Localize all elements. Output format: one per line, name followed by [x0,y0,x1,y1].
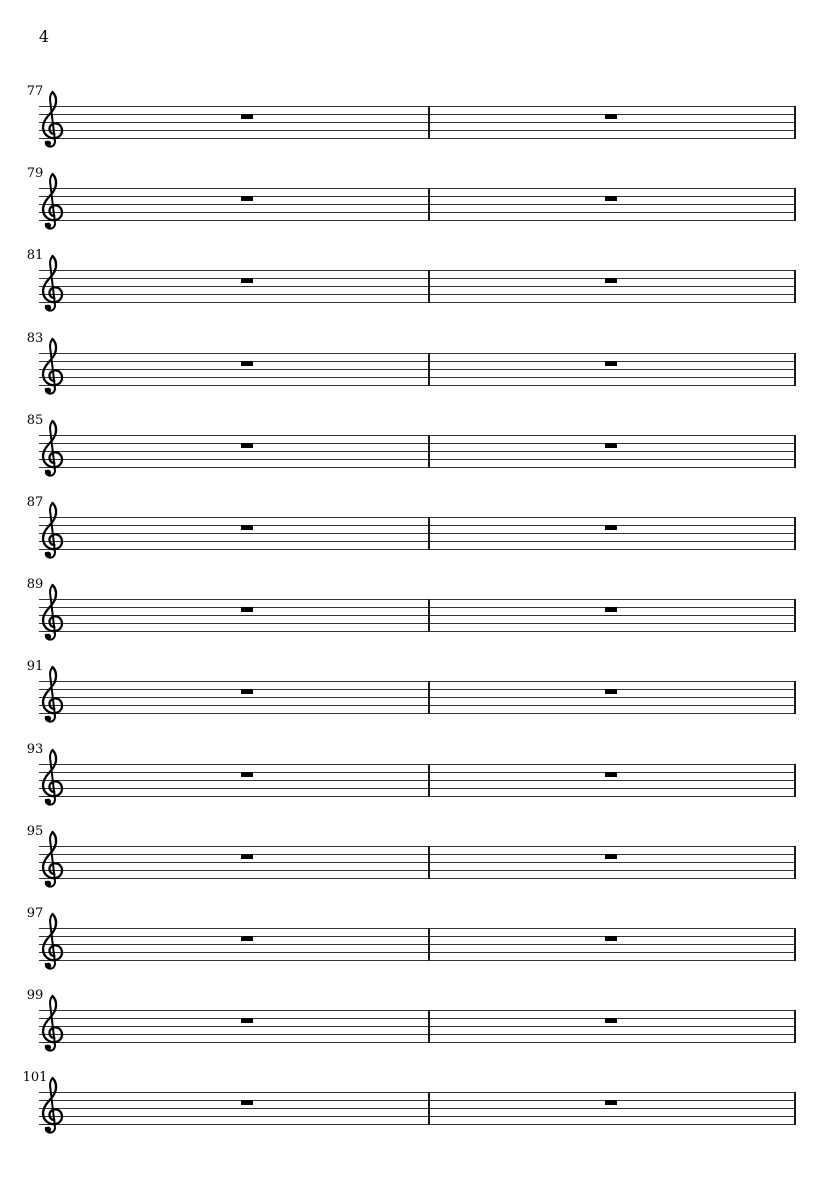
staff-line [39,870,796,871]
staff-line [39,928,796,929]
treble-clef-icon [40,665,66,727]
staff-line [39,196,796,197]
whole-rest-icon [605,443,617,448]
staff-line [39,952,796,953]
staff-line [39,188,796,189]
measure-barline [428,681,430,714]
whole-rest-icon [241,854,253,859]
whole-rest-icon [605,525,617,530]
measure-barline [428,846,430,879]
staff-line [39,377,796,378]
measure-barline [428,188,430,221]
system-end-barline [794,764,796,797]
staff-line [39,1018,796,1019]
whole-rest-icon [605,772,617,777]
staff-system [0,904,835,988]
staff-line [39,361,796,362]
whole-rest-icon [241,443,253,448]
staff-line [39,369,796,370]
system-end-barline [794,517,796,550]
staff-line [39,788,796,789]
measure-number: 95 [26,823,44,839]
measure-number: 93 [26,741,44,757]
staff-line [39,846,796,847]
staff [39,681,796,714]
staff-line [39,517,796,518]
staff-line [39,780,796,781]
whole-rest-icon [605,1018,617,1023]
staff-line [39,122,796,123]
staff [39,106,796,139]
staff-line [39,220,796,221]
staff-line [39,1092,796,1093]
treble-clef-icon [40,1076,66,1138]
treble-clef-icon [40,748,66,810]
staff-line [39,878,796,879]
measure-number: 81 [26,248,44,264]
whole-rest-icon [241,1100,253,1105]
staff-line [39,944,796,945]
measure-barline [428,353,430,386]
staff-system [0,82,835,166]
staff [39,517,796,550]
staff-line [39,764,796,765]
staff [39,270,796,303]
staff-line [39,270,796,271]
staff [39,764,796,797]
staff-line [39,681,796,682]
system-end-barline [794,1092,796,1125]
whole-rest-icon [605,196,617,201]
staff-line [39,204,796,205]
staff [39,599,796,632]
staff-line [39,713,796,714]
staff-system [0,575,835,659]
measure-number: 79 [26,166,44,182]
measure-barline [428,764,430,797]
treble-clef-icon [40,830,66,892]
treble-clef-icon [40,254,66,316]
staff-line [39,599,796,600]
whole-rest-icon [241,361,253,366]
staff-line [39,772,796,773]
staff-system [0,740,835,824]
staff-system [0,329,835,413]
treble-clef-icon [40,337,66,399]
whole-rest-icon [241,689,253,694]
staff-line [39,796,796,797]
whole-rest-icon [605,114,617,119]
staff-line [39,353,796,354]
whole-rest-icon [241,607,253,612]
treble-clef-icon [40,419,66,481]
system-end-barline [794,846,796,879]
measure-number: 85 [26,412,44,428]
staff-line [39,533,796,534]
system-end-barline [794,188,796,221]
staff-line [39,294,796,295]
staff-line [39,697,796,698]
system-end-barline [794,353,796,386]
treble-clef-icon [40,172,66,234]
staff-line [39,525,796,526]
staff-system [0,246,835,330]
measure-number: 99 [26,988,44,1004]
measure-barline [428,1010,430,1043]
staff [39,1010,796,1043]
staff-line [39,212,796,213]
system-end-barline [794,106,796,139]
treble-clef-icon [40,583,66,645]
whole-rest-icon [605,278,617,283]
staff-line [39,854,796,855]
staff-line [39,623,796,624]
whole-rest-icon [241,114,253,119]
treble-clef-icon [40,90,66,152]
measure-number: 91 [26,659,44,675]
staff [39,188,796,221]
staff-line [39,549,796,550]
staff-line [39,541,796,542]
system-end-barline [794,1010,796,1043]
measure-number: 87 [26,495,44,510]
whole-rest-icon [241,1018,253,1023]
system-end-barline [794,681,796,714]
staff-line [39,1026,796,1027]
measure-number: 89 [26,577,44,593]
staff-line [39,1042,796,1043]
measure-barline [428,1092,430,1125]
system-end-barline [794,435,796,468]
staff-line [39,615,796,616]
whole-rest-icon [241,525,253,530]
staff-system [0,657,835,741]
staff-line [39,862,796,863]
staff [39,928,796,961]
whole-rest-icon [605,689,617,694]
system-end-barline [794,928,796,961]
staff-line [39,705,796,706]
staff-line [39,286,796,287]
staff [39,353,796,386]
treble-clef-icon [40,912,66,974]
whole-rest-icon [605,1100,617,1105]
staff-system [0,164,835,248]
staff-line [39,106,796,107]
staff-line [39,467,796,468]
staff-line [39,631,796,632]
measure-barline [428,517,430,550]
staff [39,846,796,879]
measure-barline [428,928,430,961]
whole-rest-icon [605,854,617,859]
staff-line [39,1034,796,1035]
treble-clef-icon [40,501,66,563]
staff-line [39,607,796,608]
staff-line [39,459,796,460]
staff [39,435,796,468]
measure-number: 77 [26,84,44,99]
staff-system [0,822,835,906]
staff-line [39,138,796,139]
staff-line [39,451,796,452]
staff-system [0,411,835,495]
whole-rest-icon [241,278,253,283]
staff-line [39,443,796,444]
system-end-barline [794,599,796,632]
staff-line [39,130,796,131]
staff-line [39,1124,796,1125]
whole-rest-icon [605,361,617,366]
measure-number: 83 [26,330,44,346]
staff-line [39,1116,796,1117]
staff-line [39,1010,796,1011]
staff-system [0,1068,835,1152]
page-number: 4 [38,27,50,46]
staff-line [39,936,796,937]
staff [39,1092,796,1125]
measure-number: 97 [26,906,44,921]
treble-clef-icon [40,994,66,1056]
system-end-barline [794,270,796,303]
staff-line [39,385,796,386]
staff-line [39,1100,796,1101]
staff-system [0,493,835,577]
staff-line [39,302,796,303]
staff-line [39,689,796,690]
staff-line [39,1108,796,1109]
measure-number: 101 [22,1070,48,1086]
measure-barline [428,106,430,139]
staff-system [0,986,835,1070]
whole-rest-icon [241,772,253,777]
staff-line [39,960,796,961]
measure-barline [428,435,430,468]
whole-rest-icon [605,607,617,612]
measure-barline [428,599,430,632]
measure-barline [428,270,430,303]
whole-rest-icon [241,936,253,941]
whole-rest-icon [241,196,253,201]
staff-line [39,435,796,436]
staff-line [39,114,796,115]
staff-line [39,278,796,279]
whole-rest-icon [605,936,617,941]
